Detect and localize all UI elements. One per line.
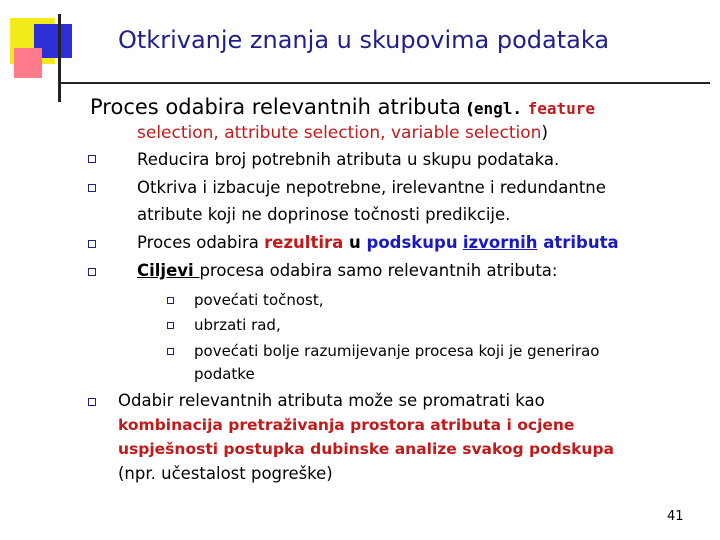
heading-engl: engl. — [473, 99, 522, 118]
page-number: 41 — [667, 509, 684, 524]
sub-bullet-2: ubrzati rad, — [194, 316, 281, 334]
bullet-3-u: u — [343, 233, 367, 252]
last-bullet-line-4: (npr. učestalost pogreške) — [118, 464, 333, 483]
sub-bullet-3-line-2: podatke — [194, 365, 255, 383]
square-bullet-icon — [88, 240, 96, 248]
decor-red-square — [14, 48, 42, 78]
last-bullet-line-1: Odabir relevantnih atributa može se promatrati kao — [118, 391, 545, 410]
bullet-1: Reducira broj potrebnih atributa u skupu podataka. — [137, 150, 560, 169]
bullet-4-text: procesa odabira samo relevantnih atributa: — [199, 261, 558, 280]
decor-horizontal-line — [58, 82, 710, 84]
bullet-2-line-1: Otkriva i izbacuje nepotrebne, irelevantne i redundantne — [137, 178, 606, 197]
square-bullet-icon — [88, 155, 96, 163]
sub-bullet-3-line-1: povećati bolje razumijevanje procesa koji je generirao — [194, 342, 600, 360]
slide-title: Otkrivanje znanja u skupovima podataka — [118, 26, 610, 54]
section-heading — [90, 95, 595, 119]
heading-continuation — [137, 123, 548, 143]
square-bullet-icon — [88, 184, 96, 192]
heading-paren-close: ) — [541, 123, 549, 143]
bullet-3-rezultira: rezultira — [264, 233, 344, 252]
decor-vertical-line — [58, 14, 61, 102]
bullet-3-atributa: atributa — [537, 233, 619, 252]
heading-continuation-text: selection, attribute selection, variable selection — [137, 123, 542, 143]
square-bullet-icon — [88, 398, 96, 406]
square-bullet-icon — [167, 297, 174, 304]
bullet-3-izvornih: izvornih — [462, 233, 538, 252]
bullet-4 — [137, 261, 557, 280]
last-bullet-line-3: uspješnosti postupka dubinske analize svakog podskupa — [118, 440, 614, 458]
heading-paren-open: ( — [460, 99, 474, 118]
square-bullet-icon — [88, 268, 96, 276]
sub-bullet-1: povećati točnost, — [194, 291, 324, 309]
heading-feature: feature — [527, 99, 595, 118]
bullet-3 — [137, 233, 619, 252]
square-bullet-icon — [167, 348, 174, 355]
bullet-3-podskupu: podskupu — [366, 233, 458, 252]
square-bullet-icon — [167, 322, 174, 329]
heading-main: Proces odabira relevantnih atributa — [90, 95, 461, 119]
bullet-3-text-1: Proces odabira — [137, 233, 265, 252]
last-bullet-line-2: kombinacija pretraživanja prostora atributa i ocjene — [118, 416, 575, 434]
bullet-4-ciljevi: Ciljevi — [137, 261, 200, 280]
bullet-2-line-2: atribute koji ne doprinose točnosti predikcije. — [137, 205, 511, 224]
